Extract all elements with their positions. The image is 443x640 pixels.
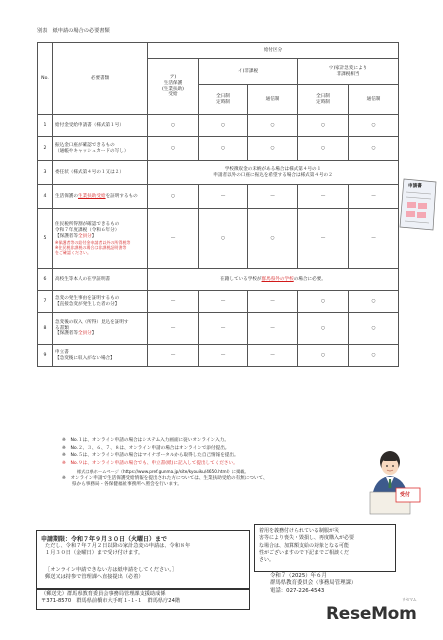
counter-label: 受付 [400, 492, 411, 498]
table-row: 5 住民税所得割が確認できるもの 令和７年度課税（令和６年分） 【保護者等全員分】 ※保護者等の給付金申請者以外の所得税等 ※住民税非課税の場合は非課税証明書等 をご確認ください。 — ○ ○ — — [38, 209, 399, 269]
application-form-illustration [398, 176, 438, 232]
notes [62, 438, 362, 488]
header-i: イ)非課税 [199, 59, 298, 85]
header-i-full: 全日制 定時制 [199, 85, 248, 115]
header-category: 給付区分 [148, 43, 399, 59]
table-row: 4 生活保護の生業扶助受給を証明するもの ○ — — — — [38, 185, 399, 209]
table-row: 8 急変後の収入（所得）見込を証明す る書類 【保護者等全員分】 — — — ○ ○ [38, 313, 399, 345]
note-3: ※ No.５は、オンライン申請の場合はマイナポータルから取得した自己情報を提出。 [62, 453, 239, 459]
note-5: 様式は県ホームページ（https://www.pref.gunma.jp/site/kyouiku/4650.html）に掲載。 [77, 468, 249, 474]
resemom-logo-kana: リセマム [401, 597, 417, 602]
note-6: ※ オンライン申請で生活保護受給情報を提出された方については、生業扶助受給の有無について、 [62, 476, 268, 482]
note-2: ※ No.２、３、６、７、８は、オンライン申請の場合はオンラインで添付提出。 [62, 445, 230, 451]
form-label: 申請書 [408, 184, 422, 189]
table-row: 7 急変の発生事由を証明するもの 【直接急変が発生した者の分】 — — — ○ ○ [38, 291, 399, 313]
table-row: 3 委任状（様式第４号の１又は２） 学校徴収金の未納がある場合は様式第４号の１ 申請者以外の口座に振込を希望する場合は様式第４号の２ [38, 161, 399, 185]
page-title: 別表 紙申請の場合の必要書類 [37, 28, 110, 34]
header-a: ア) 生活保護 (生業扶助) 受給 [148, 59, 199, 115]
resemom-logo: ReseMom リセマム [326, 597, 417, 624]
header-i-corr: 通信制 [248, 85, 298, 115]
deadline-box [36, 530, 250, 590]
issuer-tel: 電話：027-226-4543 [270, 587, 325, 594]
deadline-label: 申請期限：令和７年９月３０日（火曜日）まで [41, 536, 168, 543]
contact-text: （郵送先）群馬県教育委員会事務局管理課支援助成係 〒371-8570 群馬県前橋市大手町１-１-１ 群馬県庁24階 [41, 591, 181, 604]
clerk-illustration [360, 448, 422, 516]
table-row: 6 高校生等本人の在学証明書 在籍している学校が群馬県外の学校の場合に必要。 [38, 269, 399, 291]
online-note: ［オンライン申請できない方は紙申請をしてください。］ 郵送又は持参で管理課へ直接提出（必着） [45, 567, 178, 580]
contact-box [36, 588, 250, 610]
deadline-body: ただし、令和７年７月２日以降の家計急変の申請は、令和８年 １月３０日（金曜日）まで受け付けます。 [45, 543, 191, 556]
caution-text: 着用を義務付けられている制服が災 害等により喪失・毀損し、再度購入が必要 な場合は、加算額支給の対象となる可能 性がございますので下記までご相談くだ さい。 [259, 528, 355, 563]
issue-date: 令和７（2025）年６月 [270, 573, 327, 579]
table-row: 1 給付金受給申請書（様式第１号） ○ ○ ○ ○ ○ [38, 115, 399, 137]
header-u-corr: 通信制 [349, 85, 399, 115]
issuer-office: 群馬県教育委員会（事務局管理課） [270, 580, 357, 587]
table-row: 9 申立書 【急変後に収入がない場合】 — — — ○ ○ [38, 345, 399, 367]
requirements-table [37, 42, 399, 367]
uniform-caution-box [254, 524, 396, 572]
header-u-full: 全日制 定時制 [298, 85, 349, 115]
note-4: ※ No.９は、オンライン申請の場合でも、申立書(紙)に記入して提出してください。 [62, 461, 238, 467]
note-1: ※ No.１は、オンライン申請の場合はシステム入力画面に従いオンライン入力。 [62, 438, 229, 443]
header-docs: 必要書類 [53, 43, 148, 115]
table-row: 2 振込金口座が確認できるもの （通帳やキャッシュカードの写し） ○ ○ ○ ○ ○ [38, 137, 399, 161]
issuer [270, 573, 356, 595]
note-7: 県から事務局・各保健福祉事務所へ照会を行います。 [72, 481, 182, 487]
header-u: ウ)家計急変により 非課税相当 [298, 59, 399, 85]
header-no: No. [38, 43, 53, 115]
